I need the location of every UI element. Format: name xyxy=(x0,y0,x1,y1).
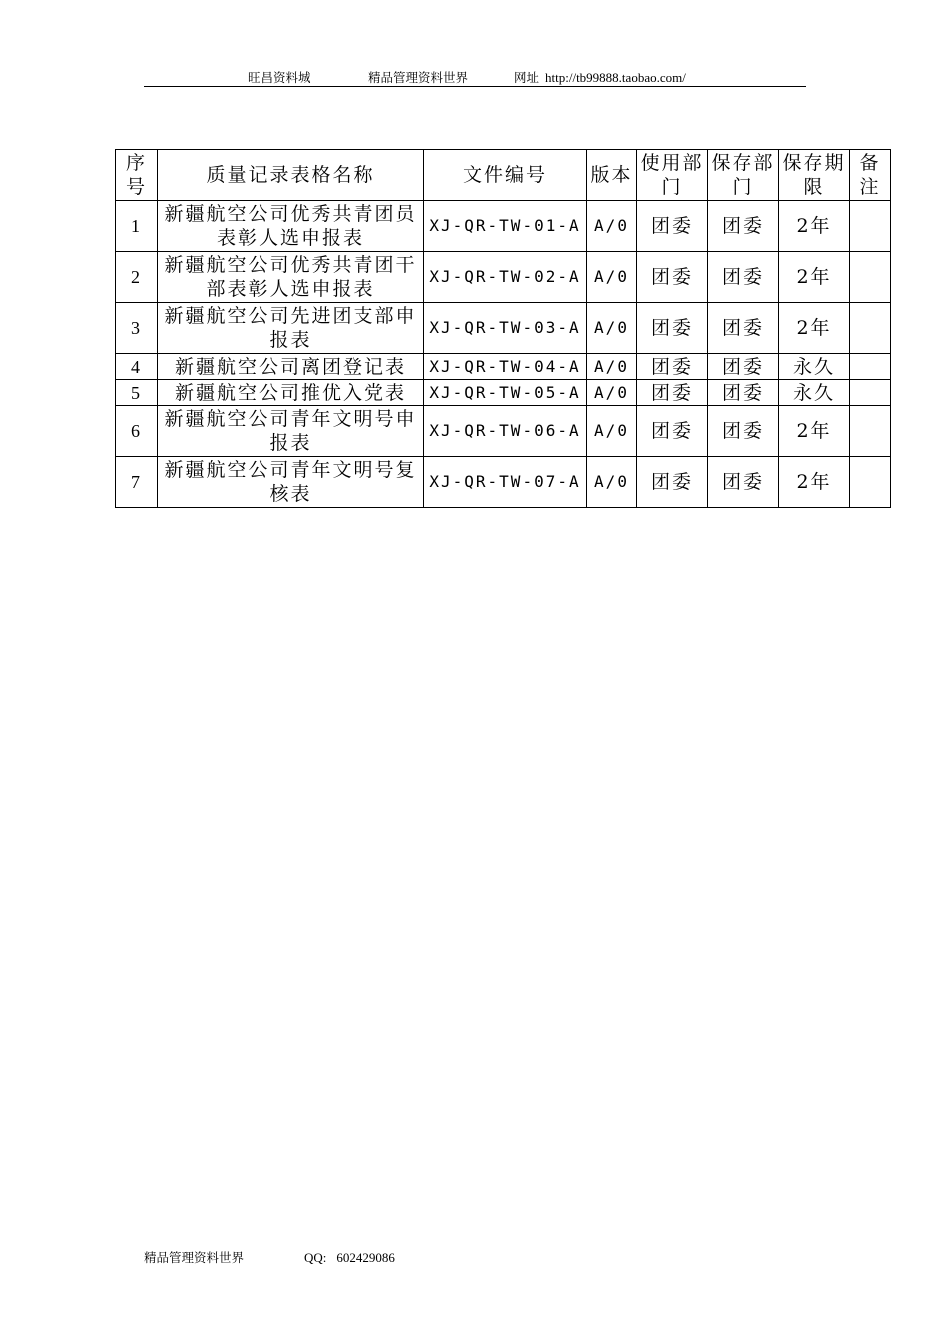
col-header-remark: 备注 xyxy=(850,150,891,201)
col-header-seq: 序号 xyxy=(116,150,158,201)
header-url-link[interactable]: http://tb99888.taobao.com/ xyxy=(545,70,686,85)
cell-remark xyxy=(850,406,891,457)
table-row xyxy=(116,406,891,457)
cell-keep-period: 永久 xyxy=(779,380,850,406)
page-footer xyxy=(144,1248,395,1266)
col-header-use-dept: 使用部门 xyxy=(637,150,708,201)
table-row xyxy=(116,303,891,354)
cell-version: A/0 xyxy=(587,457,637,508)
cell-keep-period: 2年 xyxy=(779,457,850,508)
col-header-code: 文件编号 xyxy=(424,150,587,201)
cell-name: 新疆航空公司优秀共青团员表彰人选申报表 xyxy=(158,201,424,252)
cell-use-dept: 团委 xyxy=(637,406,708,457)
cell-use-dept: 团委 xyxy=(637,201,708,252)
table-row xyxy=(116,201,891,252)
page-header xyxy=(144,66,806,87)
footer-qq-label: QQ: xyxy=(304,1250,327,1265)
cell-keep-period: 永久 xyxy=(779,354,850,380)
cell-keep-period: 2年 xyxy=(779,201,850,252)
cell-version: A/0 xyxy=(587,380,637,406)
cell-version: A/0 xyxy=(587,201,637,252)
cell-version: A/0 xyxy=(587,354,637,380)
cell-keep-dept: 团委 xyxy=(708,252,779,303)
cell-code: XJ-QR-TW-05-A xyxy=(424,380,587,406)
cell-keep-dept: 团委 xyxy=(708,406,779,457)
cell-keep-dept: 团委 xyxy=(708,457,779,508)
cell-keep-period: 2年 xyxy=(779,252,850,303)
table-row xyxy=(116,252,891,303)
cell-code: XJ-QR-TW-01-A xyxy=(424,201,587,252)
cell-remark xyxy=(850,354,891,380)
cell-seq: 1 xyxy=(116,201,158,252)
cell-keep-dept: 团委 xyxy=(708,354,779,380)
cell-name: 新疆航空公司优秀共青团干部表彰人选申报表 xyxy=(158,252,424,303)
cell-code: XJ-QR-TW-07-A xyxy=(424,457,587,508)
cell-use-dept: 团委 xyxy=(637,354,708,380)
col-header-version: 版本 xyxy=(587,150,637,201)
header-url-label: 网址 xyxy=(514,70,540,85)
col-header-name: 质量记录表格名称 xyxy=(158,150,424,201)
cell-name: 新疆航空公司先进团支部申报表 xyxy=(158,303,424,354)
cell-use-dept: 团委 xyxy=(637,380,708,406)
cell-version: A/0 xyxy=(587,303,637,354)
cell-keep-dept: 团委 xyxy=(708,303,779,354)
table-row xyxy=(116,380,891,406)
cell-seq: 3 xyxy=(116,303,158,354)
cell-use-dept: 团委 xyxy=(637,457,708,508)
table-header-row xyxy=(116,150,891,201)
cell-code: XJ-QR-TW-02-A xyxy=(424,252,587,303)
header-url-group xyxy=(514,68,686,86)
cell-name: 新疆航空公司离团登记表 xyxy=(158,354,424,380)
cell-keep-period: 2年 xyxy=(779,303,850,354)
header-tagline: 精品管理资料世界 xyxy=(368,70,469,85)
cell-use-dept: 团委 xyxy=(637,252,708,303)
cell-seq: 4 xyxy=(116,354,158,380)
quality-records-table xyxy=(115,149,891,508)
table-row xyxy=(116,457,891,508)
footer-tagline: 精品管理资料世界 xyxy=(144,1250,245,1265)
table-row xyxy=(116,354,891,380)
header-shop-name: 旺昌资料城 xyxy=(248,70,311,85)
cell-seq: 2 xyxy=(116,252,158,303)
footer-qq-number: 602429086 xyxy=(336,1250,395,1265)
cell-version: A/0 xyxy=(587,252,637,303)
cell-seq: 7 xyxy=(116,457,158,508)
cell-remark xyxy=(850,380,891,406)
cell-version: A/0 xyxy=(587,406,637,457)
cell-code: XJ-QR-TW-04-A xyxy=(424,354,587,380)
cell-keep-dept: 团委 xyxy=(708,201,779,252)
cell-remark xyxy=(850,303,891,354)
cell-remark xyxy=(850,252,891,303)
cell-name: 新疆航空公司推优入党表 xyxy=(158,380,424,406)
cell-seq: 5 xyxy=(116,380,158,406)
cell-code: XJ-QR-TW-06-A xyxy=(424,406,587,457)
col-header-keep-dept: 保存部门 xyxy=(708,150,779,201)
cell-name: 新疆航空公司青年文明号申报表 xyxy=(158,406,424,457)
cell-keep-period: 2年 xyxy=(779,406,850,457)
cell-remark xyxy=(850,201,891,252)
cell-use-dept: 团委 xyxy=(637,303,708,354)
col-header-keep-period: 保存期限 xyxy=(779,150,850,201)
cell-seq: 6 xyxy=(116,406,158,457)
cell-remark xyxy=(850,457,891,508)
cell-code: XJ-QR-TW-03-A xyxy=(424,303,587,354)
cell-keep-dept: 团委 xyxy=(708,380,779,406)
cell-name: 新疆航空公司青年文明号复核表 xyxy=(158,457,424,508)
